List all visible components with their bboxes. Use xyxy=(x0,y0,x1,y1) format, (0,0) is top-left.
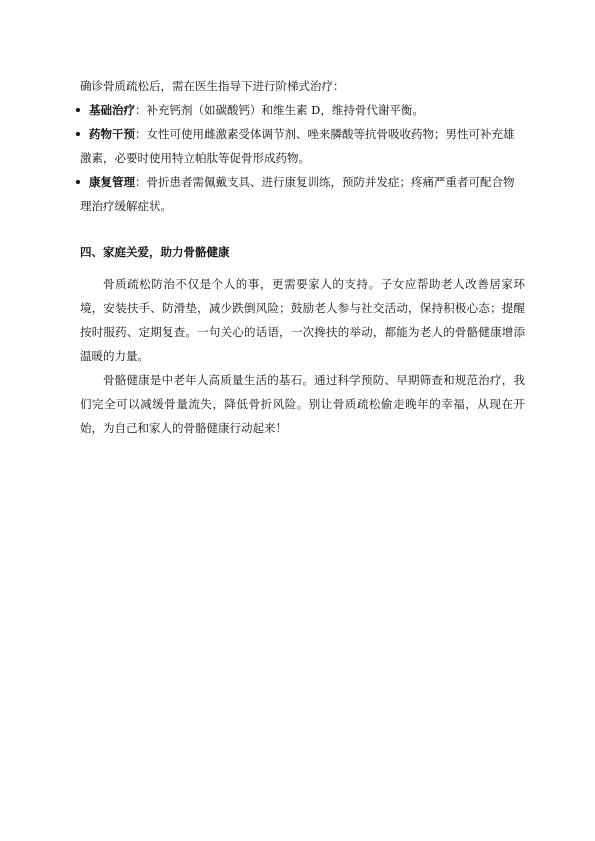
term-rehab-management: 康复管理 xyxy=(89,175,135,189)
list-item-text xyxy=(80,122,525,170)
list-item-text xyxy=(80,170,525,218)
treatment-intro: 确诊骨质疏松后，需在医生指导下进行阶梯式治疗： xyxy=(80,79,345,93)
list-item-basic-treatment xyxy=(80,98,525,122)
document-content xyxy=(80,74,525,440)
term-drug-intervention: 药物干预 xyxy=(89,127,135,141)
desc-drug-intervention: ：女性可使用雌激素受体调节剂、唑来膦酸等抗骨吸收药物；男性可补充雄激素，必要时使用特立帕肽等促骨形成药物。 xyxy=(80,127,515,165)
desc-basic-treatment: ：补充钙剂（如碳酸钙）和维生素 D，维持骨代谢平衡。 xyxy=(135,103,424,117)
section-heading: 四、家庭关爱，助力骨骼健康 xyxy=(80,245,230,259)
list-item-text xyxy=(89,98,525,122)
bullet-icon xyxy=(76,180,80,184)
paragraph-family-support: 骨质疏松防治不仅是个人的事，更需要家人的支持。子女应帮助老人改善居家环境，安装扶手、防滑垫，减少跌倒风险；鼓励老人参与社交活动，保持积极心态；提醒按时服药、定期复查。一句关心的话语，一次搀扶的举动，都能为老人的骨骼健康增添温暖的力量。 xyxy=(80,277,525,363)
term-basic-treatment: 基础治疗 xyxy=(89,103,135,117)
paragraph-conclusion: 骨骼健康是中老年人高质量生活的基石。通过科学预防、早期筛查和规范治疗，我们完全可以减缓骨量流失，降低骨折风险。别让骨质疏松偷走晚年的幸福，从现在开始，为自己和家人的骨骼健康行动起来！ xyxy=(80,373,525,435)
bullet-icon xyxy=(76,108,80,112)
list-item-rehab-management xyxy=(80,170,525,218)
treatment-list xyxy=(80,98,525,218)
bullet-icon xyxy=(76,132,80,136)
list-item-drug-intervention xyxy=(80,122,525,170)
desc-rehab-management: ：骨折患者需佩戴支具、进行康复训练，预防并发症；疼痛严重者可配合物理治疗缓解症状。 xyxy=(80,175,515,213)
